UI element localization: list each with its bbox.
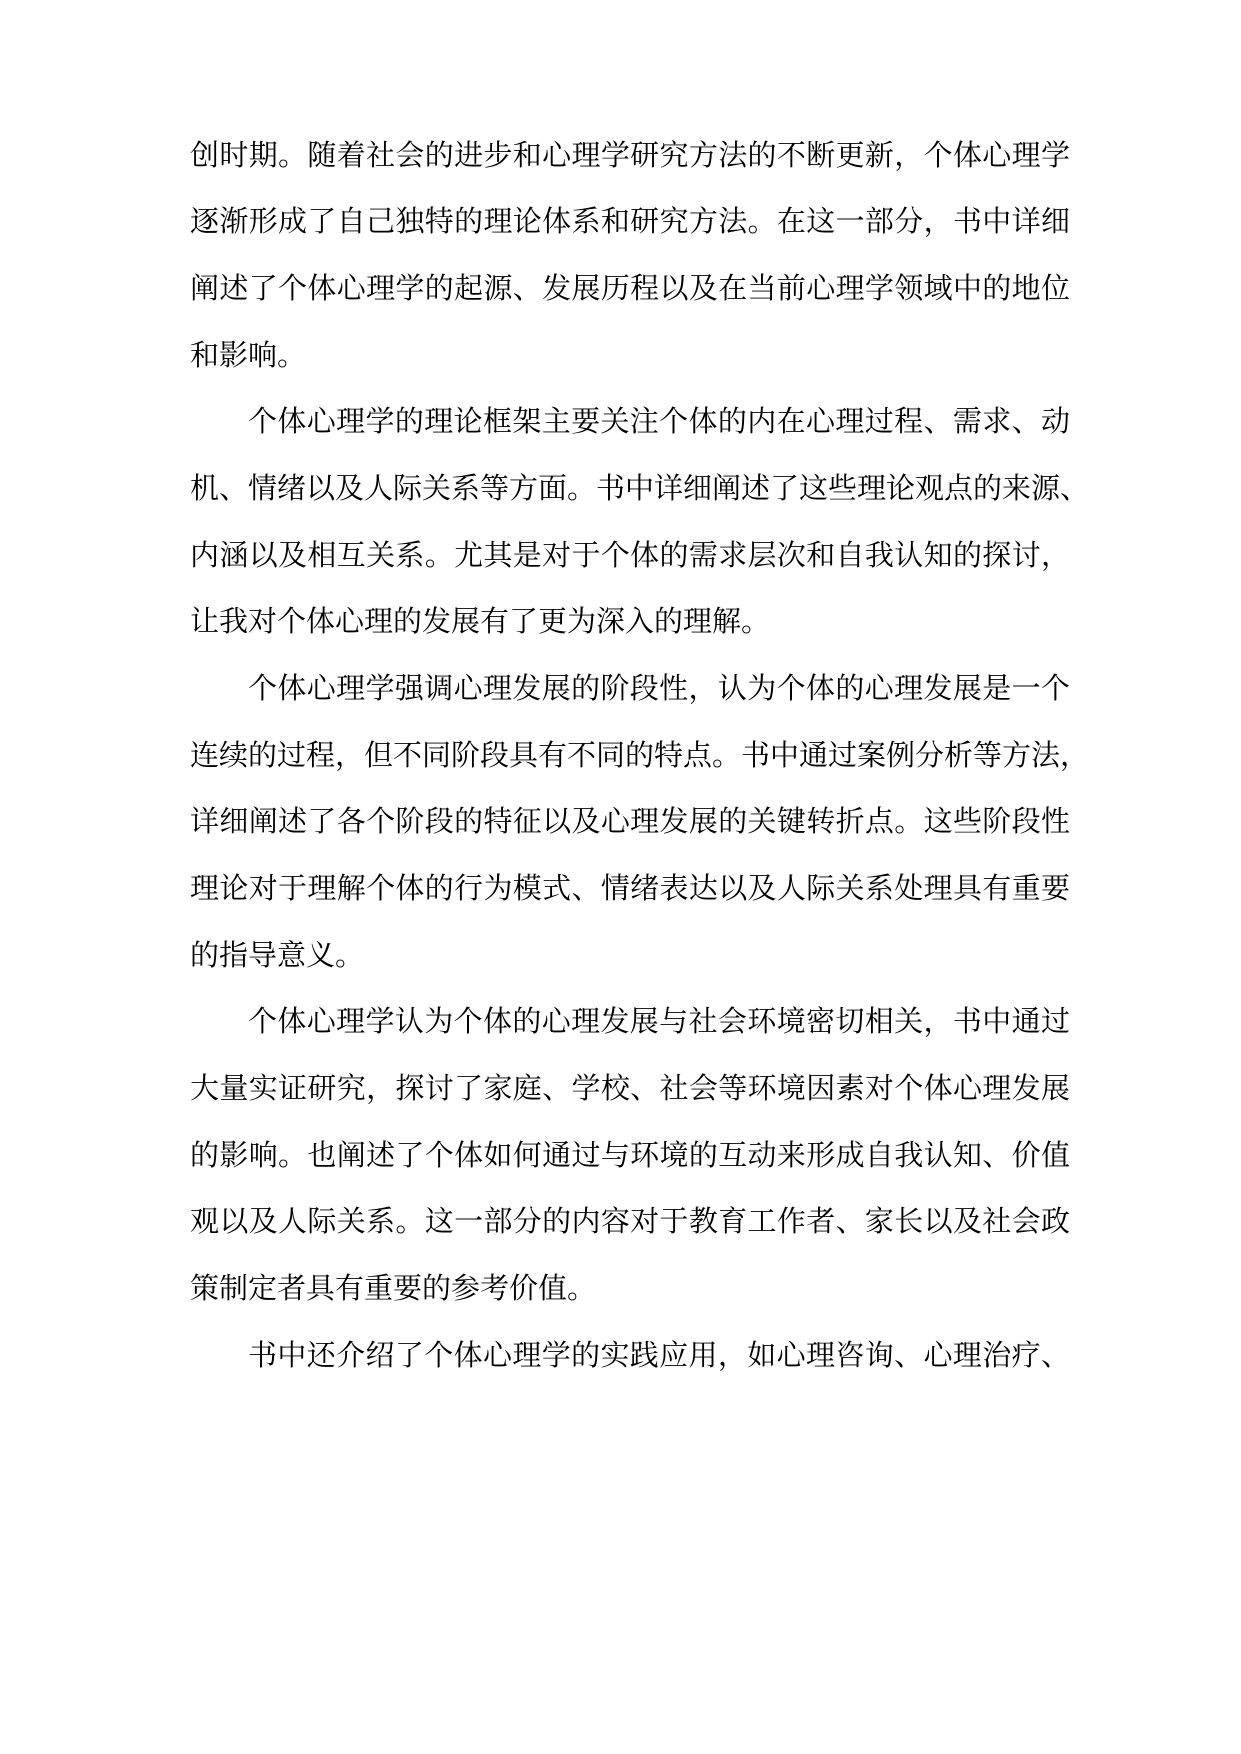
paragraph-first-line: 书中还介绍了个体心理学的实践应用，如心理咨询、心理治疗、 [248,1338,1070,1372]
text-line: 阐述了个体心理学的起源、发展历程以及在当前心理学领域中的地位 [190,271,1070,305]
text-line: 连续的过程，但不同阶段具有不同的特点。书中通过案例分析等方法， [190,738,1090,772]
text-line: 策制定者具有重要的参考价值。 [190,1271,597,1305]
text-line: 内涵以及相互关系。尤其是对于个体的需求层次和自我认知的探讨， [190,538,1070,572]
text-line: 和影响。 [190,338,307,372]
text-line: 观以及人际关系。这一部分的内容对于教育工作者、家长以及社会政 [190,1204,1070,1238]
text-line: 的指导意义。 [190,938,365,972]
text-line: 的影响。也阐述了个体如何通过与环境的互动来形成自我认知、价值 [190,1138,1070,1172]
text-line: 大量实证研究，探讨了家庭、学校、社会等环境因素对个体心理发展 [190,1071,1070,1105]
text-line: 让我对个体心理的发展有了更为深入的理解。 [190,604,771,638]
text-line: 理论对于理解个体的行为模式、情绪表达以及人际关系处理具有重要 [190,871,1070,905]
text-line: 创时期。随着社会的进步和心理学研究方法的不断更新，个体心理学 [190,138,1070,172]
paragraph-first-line: 个体心理学认为个体的心理发展与社会环境密切相关，书中通过 [248,1004,1070,1038]
paragraph-first-line: 个体心理学强调心理发展的阶段性，认为个体的心理发展是一个 [248,671,1070,705]
paragraph-first-line: 个体心理学的理论框架主要关注个体的内在心理过程、需求、动 [248,404,1070,438]
text-line: 机、情绪以及人际关系等方面。书中详细阐述了这些理论观点的来源、 [190,471,1090,505]
text-line: 逐渐形成了自己独特的理论体系和研究方法。在这一部分，书中详细 [190,204,1070,238]
text-line: 详细阐述了各个阶段的特征以及心理发展的关键转折点。这些阶段性 [190,804,1070,838]
